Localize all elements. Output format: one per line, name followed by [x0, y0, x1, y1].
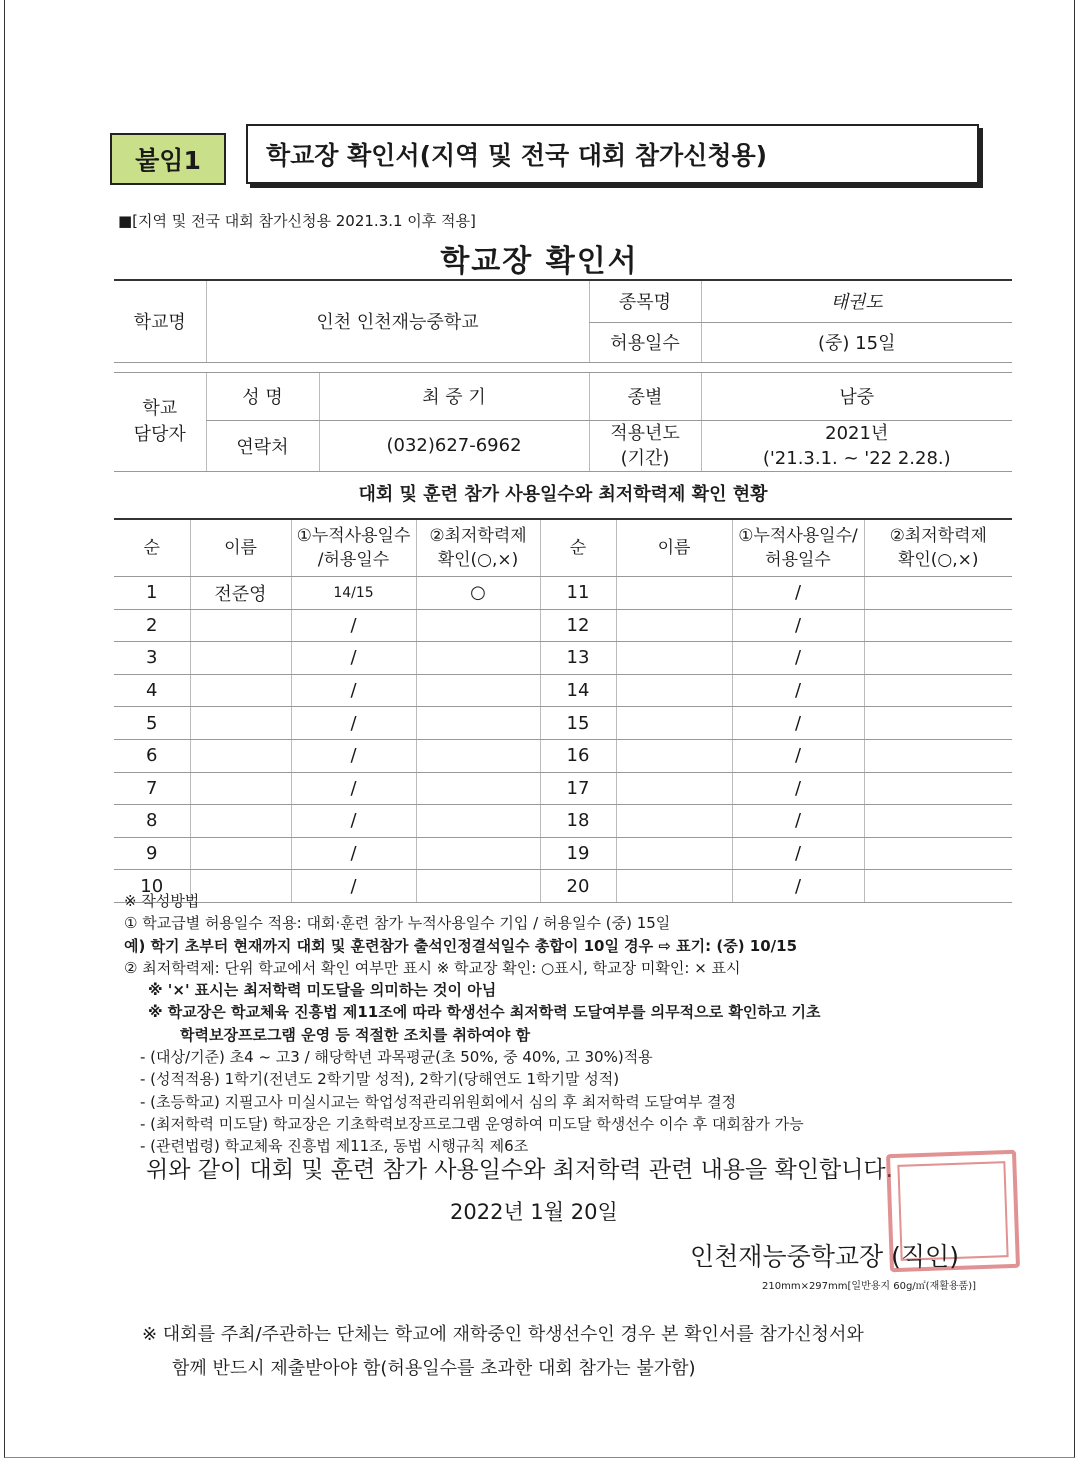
- row-check2: [864, 707, 1012, 740]
- row-name2: [616, 805, 732, 838]
- row-no2: 17: [540, 772, 616, 805]
- table-row: [114, 609, 1012, 642]
- col-no2-header: 순: [540, 519, 616, 577]
- row-no2: 13: [540, 642, 616, 675]
- row-check: [416, 739, 540, 772]
- row-days: 14/15: [291, 577, 416, 610]
- row-name: 전준영: [190, 577, 291, 610]
- guide-line: ※ '×' 표시는 최저학력 미도달을 의미하는 것이 아님: [148, 981, 497, 1000]
- row-no: 2: [114, 609, 190, 642]
- row-no: 3: [114, 642, 190, 675]
- col-check-header: [416, 519, 540, 577]
- row-no2: 16: [540, 739, 616, 772]
- guide-line: - (최저학력 미도달) 학교장은 기초학력보장프로그램 운영하여 미도달 학생선수 이수 후 대회참가 가능: [140, 1114, 804, 1133]
- row-check2: [864, 837, 1012, 870]
- row-check: [416, 609, 540, 642]
- row-name2: [616, 772, 732, 805]
- row-no2: 15: [540, 707, 616, 740]
- staff-label-line1: 학교: [142, 397, 178, 419]
- scope-note: ■[지역 및 전국 대회 참가신청용 2021.3.1 이후 적용]: [118, 212, 476, 230]
- year-label: [589, 420, 701, 471]
- row-check2: [864, 739, 1012, 772]
- category-label: 종별: [589, 372, 701, 420]
- col-check2-header-line1: ②최저학력제: [889, 526, 987, 546]
- row-days2: /: [732, 870, 864, 903]
- row-no: 1: [114, 577, 190, 610]
- table-body: [114, 577, 1012, 903]
- row-days2: /: [732, 642, 864, 675]
- row-days: /: [291, 805, 416, 838]
- issue-date: 2022년 1월 20일: [450, 1200, 618, 1224]
- guide-line: - (대상/기준) 초4 ~ 고3 / 해당학년 과목평균(초 50%, 중 40%, 고 30%)적용: [140, 1048, 653, 1067]
- row-no: 6: [114, 739, 190, 772]
- row-days: /: [291, 739, 416, 772]
- row-check: [416, 772, 540, 805]
- row-name2: [616, 739, 732, 772]
- paper-spec: 210mm×297mm[일반용지 60g/㎡(재활용품)]: [762, 1281, 977, 1292]
- school-value: 인천 인천재능중학교: [206, 280, 589, 362]
- year-value-line2: ('21.3.1. ~ '22 2.28.): [762, 447, 951, 469]
- row-name: [190, 674, 291, 707]
- guide-line: - (초등학교) 지필고사 미실시교는 학업성적관리위원회에서 심의 후 최저학력 도달여부 결정: [140, 1092, 737, 1111]
- guide-line: ※ 작성방법: [124, 892, 200, 910]
- row-no: 8: [114, 805, 190, 838]
- sport-label: 종목명: [589, 280, 701, 322]
- row-days: /: [291, 674, 416, 707]
- col-check2-header-line2: 확인(○,×): [897, 550, 979, 570]
- row-no2: 12: [540, 609, 616, 642]
- col-check-header-line2: 확인(○,×): [437, 550, 519, 570]
- staff-name-label: 성 명: [206, 372, 319, 420]
- row-check2: [864, 805, 1012, 838]
- school-label: 학교명: [114, 280, 206, 362]
- row-days: /: [291, 772, 416, 805]
- year-value-line1: 2021년: [825, 422, 889, 444]
- row-name: [190, 772, 291, 805]
- row-days2: /: [732, 837, 864, 870]
- row-no2: 20: [540, 870, 616, 903]
- table-header-row: [114, 519, 1012, 577]
- sport-value: 태권도: [701, 280, 1012, 322]
- col-no-header: 순: [114, 519, 190, 577]
- row-no: 10: [114, 870, 190, 903]
- table-row: [114, 707, 1012, 740]
- col-check-header-line1: ②최저학력제: [429, 526, 527, 546]
- section-title: 대회 및 훈련 참가 사용일수와 최저학력제 확인 현황: [358, 484, 768, 505]
- allowed-days-value: (중) 15일: [701, 322, 1012, 362]
- row-name2: [616, 577, 732, 610]
- footer-line: 함께 반드시 제출받아야 함(허용일수를 초과한 대회 참가는 불가함): [172, 1358, 696, 1379]
- table-row: [114, 837, 1012, 870]
- col-days2-header-line2: 허용일수: [765, 550, 831, 570]
- row-days2: /: [732, 739, 864, 772]
- row-name: [190, 707, 291, 740]
- table-row: [114, 739, 1012, 772]
- row-no: 5: [114, 707, 190, 740]
- col-days-header-line1: ①누적사용일수: [296, 526, 411, 546]
- category-value: 남중: [701, 372, 1012, 420]
- guide-line: 학력보장프로그램 운영 등 적절한 조치를 취하여야 함: [180, 1025, 531, 1044]
- table-row: [114, 642, 1012, 675]
- col-check2-header: [864, 519, 1012, 577]
- row-no: 4: [114, 674, 190, 707]
- year-label-line2: (기간): [620, 447, 670, 469]
- row-no2: 18: [540, 805, 616, 838]
- row-days2: /: [732, 674, 864, 707]
- table-row: [114, 674, 1012, 707]
- row-check: [416, 674, 540, 707]
- col-days2-header: [732, 519, 864, 577]
- row-check2: [864, 577, 1012, 610]
- row-no: 7: [114, 772, 190, 805]
- row-no2: 14: [540, 674, 616, 707]
- row-check: [416, 837, 540, 870]
- row-name: [190, 642, 291, 675]
- row-days: /: [291, 870, 416, 903]
- participation-table: [114, 518, 1012, 903]
- guide-line: - (성적적용) 1학기(전년도 2학기말 성적), 2학기(당해연도 1학기말 성적): [140, 1070, 620, 1089]
- year-label-line1: 적용년도: [610, 422, 680, 444]
- confirmation-statement: 위와 같이 대회 및 훈련 참가 사용일수와 최저학력 관련 내용을 확인합니다.: [146, 1157, 893, 1183]
- writing-guide: [124, 890, 1014, 1158]
- row-days: /: [291, 837, 416, 870]
- row-name: [190, 805, 291, 838]
- row-name2: [616, 609, 732, 642]
- staff-name-value: 최 중 기: [319, 372, 589, 420]
- row-days2: /: [732, 772, 864, 805]
- guide-line: ② 최저학력제: 단위 학교에서 확인 여부만 표시 ※ 학교장 확인: ○표시, 학교장 미확인: × 표시: [124, 958, 741, 977]
- guide-line: ① 학교급별 허용일수 적용: 대회·훈련 참가 누적사용일수 기입 / 허용일수 (중) 15일: [124, 914, 671, 933]
- guide-line: 예) 학기 초부터 현재까지 대회 및 훈련참가 출석인정결석일수 총합이 10일 경우 ⇨ 표기: (중) 10/15: [124, 936, 798, 955]
- col-days-header-line2: /허용일수: [317, 550, 390, 570]
- contact-value: (032)627-6962: [319, 420, 589, 471]
- staff-label: [114, 372, 206, 471]
- table-row: [114, 772, 1012, 805]
- row-no: 9: [114, 837, 190, 870]
- row-check2: [864, 609, 1012, 642]
- row-name2: [616, 642, 732, 675]
- row-check: [416, 642, 540, 675]
- row-days: /: [291, 609, 416, 642]
- footer-line: ※ 대회를 주최/주관하는 단체는 학교에 재학중인 학생선수인 경우 본 확인서를 참가신청서와: [142, 1324, 864, 1345]
- row-name2: [616, 674, 732, 707]
- row-name2: [616, 707, 732, 740]
- col-days-header: [291, 519, 416, 577]
- guide-line: - (관련법령) 학교체육 진흥법 제11조, 동법 시행규칙 제6조: [140, 1137, 529, 1156]
- allowed-days-label: 허용일수: [589, 322, 701, 362]
- table-row: [114, 805, 1012, 838]
- contact-label: 연락처: [206, 420, 319, 471]
- document-title: 학교장 확인서: [440, 244, 639, 279]
- table-row: [114, 577, 1012, 610]
- row-days: /: [291, 707, 416, 740]
- row-days2: /: [732, 805, 864, 838]
- row-name2: [616, 837, 732, 870]
- row-check2: [864, 642, 1012, 675]
- row-days2: /: [732, 577, 864, 610]
- row-check2: [864, 674, 1012, 707]
- row-check: ○: [416, 577, 540, 610]
- col-name2-header: 이름: [616, 519, 732, 577]
- year-value: [701, 420, 1012, 471]
- guide-line: ※ 학교장은 학교체육 진흥법 제11조에 따라 학생선수 최저학력 도달여부를 의무적으로 확인하고 기초: [148, 1003, 821, 1022]
- col-days2-header-line1: ①누적사용일수/: [738, 526, 858, 546]
- row-days: /: [291, 642, 416, 675]
- row-name: [190, 609, 291, 642]
- attachment-tag: 붙임1: [110, 133, 226, 185]
- row-no2: 11: [540, 577, 616, 610]
- row-check: [416, 805, 540, 838]
- row-days2: /: [732, 609, 864, 642]
- row-no2: 19: [540, 837, 616, 870]
- row-name: [190, 837, 291, 870]
- row-name: [190, 739, 291, 772]
- staff-label-line2: 담당자: [133, 423, 186, 445]
- info-table: [114, 279, 1012, 472]
- row-check2: [864, 772, 1012, 805]
- footer-note: [142, 1318, 864, 1386]
- principal-signature: 인천재능중학교장 (직인): [690, 1242, 959, 1271]
- row-check: [416, 707, 540, 740]
- header-title: 학교장 확인서(지역 및 전국 대회 참가신청용): [246, 124, 979, 184]
- row-days2: /: [732, 707, 864, 740]
- col-name-header: 이름: [190, 519, 291, 577]
